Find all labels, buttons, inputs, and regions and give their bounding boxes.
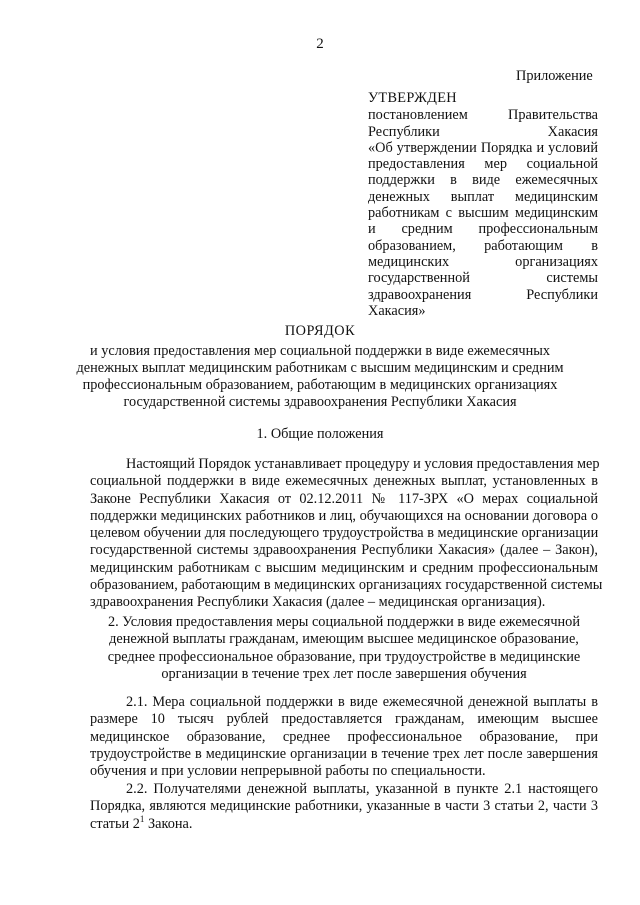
approval-line: поддержки в виде ежемесячных bbox=[368, 172, 598, 189]
paragraph-line: 2.2. Получателями денежной выплаты, указанной в пункте 2.1 настоящего bbox=[126, 781, 598, 797]
approval-line: денежных выплат медицинским bbox=[368, 188, 598, 205]
appendix-label: Приложение bbox=[516, 68, 593, 84]
approval-line: предоставления мер социальной bbox=[368, 156, 598, 173]
paragraph-line: трудоустройстве в медицинские организации в течение трех лет после завершения bbox=[90, 745, 598, 762]
section-2-heading-line: денежной выплаты гражданам, имеющим высшее медицинское образование, bbox=[109, 631, 579, 648]
paragraph-line: Законе Республики Хакасия от 02.12.2011 № 117-ЗРХ «О мерах социальной bbox=[90, 490, 598, 507]
approval-line: и средним профессиональным bbox=[368, 221, 598, 238]
paragraph-line: образованием, работающим в медицинских организациях государственной системы bbox=[90, 577, 603, 594]
superscript: 1 bbox=[139, 813, 145, 824]
paragraph-line: размере 10 тысяч рублей предоставляется гражданам, имеющим высшее bbox=[90, 711, 598, 728]
approval-line: Республики Хакасия bbox=[368, 123, 598, 140]
paragraph-line: медицинское образование, среднее профессиональное образование, при bbox=[90, 728, 598, 745]
paragraph-2-2 bbox=[90, 781, 598, 833]
section-1-paragraph bbox=[90, 456, 603, 612]
subtitle-line: профессиональным образованием, работающим в медицинских организациях bbox=[82, 377, 558, 393]
paragraph-line: социальной поддержки в виде ежемесячных денежных выплат, установленных в bbox=[90, 473, 598, 490]
paragraph-2-1 bbox=[90, 694, 598, 780]
document-subtitle bbox=[60, 343, 580, 411]
approval-line: постановлением Правительства bbox=[368, 107, 598, 124]
paragraph-line: 2.1. Мера социальной поддержки в виде ежемесячной денежной выплаты в bbox=[126, 694, 598, 710]
subtitle-line: денежных выплат медицинским работникам с высшим медицинским и средним bbox=[76, 360, 564, 376]
page-number: 2 bbox=[316, 36, 324, 52]
approval-line: медицинских организациях bbox=[368, 253, 598, 270]
paragraph-line: здравоохранения Республики Хакасия (далее – медицинская организация). bbox=[90, 594, 546, 611]
paragraph-line: Порядка, являются медицинские работники, указанные в части 3 статьи 2, части 3 bbox=[90, 798, 598, 815]
subtitle-line: государственной системы здравоохранения Республики Хакасия bbox=[123, 394, 517, 410]
approval-line: здравоохранения Республики bbox=[368, 286, 598, 303]
paragraph-text: Закона. bbox=[144, 815, 193, 832]
paragraph-line: Настоящий Порядок устанавливает процедуру и условия предоставления мер bbox=[126, 456, 600, 472]
approval-line: государственной системы bbox=[368, 270, 598, 287]
section-2-heading-line: среднее профессиональное образование, при трудоустройстве в медицинские bbox=[107, 648, 581, 665]
paragraph-line: обучения и при условии непрерывной работы по специальности. bbox=[90, 763, 486, 780]
approval-line: образованием, работающим в bbox=[368, 237, 598, 254]
approval-line: работникам с высшим медицинским bbox=[368, 205, 598, 222]
paragraph-line: поддержки медицинских работников и лиц, обучающихся на основании договора о bbox=[90, 507, 598, 524]
paragraph-text: статьи 2 bbox=[90, 815, 140, 832]
approval-line: «Об утверждении Порядка и условий bbox=[368, 139, 598, 156]
document-title: ПОРЯДОК bbox=[284, 323, 356, 339]
approval-block bbox=[368, 90, 598, 319]
paragraph-line: целевом обучении для последующего трудоустройства в медицинские организации bbox=[90, 525, 599, 542]
paragraph-line: государственной системы здравоохранения Республики Хакасия» (далее – Закон), bbox=[90, 542, 598, 559]
section-2-heading bbox=[80, 614, 608, 683]
section-1-heading: 1. Общие положения bbox=[256, 426, 384, 442]
section-2-heading-line: организации в течение трех лет после завершения обучения bbox=[161, 665, 527, 682]
subtitle-line: и условия предоставления мер социальной поддержки в виде ежемесячных bbox=[89, 343, 550, 359]
paragraph-line: медицинским работникам с высшим медицинским и средним профессиональным bbox=[90, 559, 598, 576]
paragraph-line-last bbox=[90, 813, 598, 833]
approval-line: Хакасия» bbox=[368, 302, 426, 319]
approved-label: УТВЕРЖДЕН bbox=[368, 90, 457, 106]
section-2-heading-line: 2. Условия предоставления меры социальной поддержки в виде ежемесячной bbox=[108, 614, 580, 630]
